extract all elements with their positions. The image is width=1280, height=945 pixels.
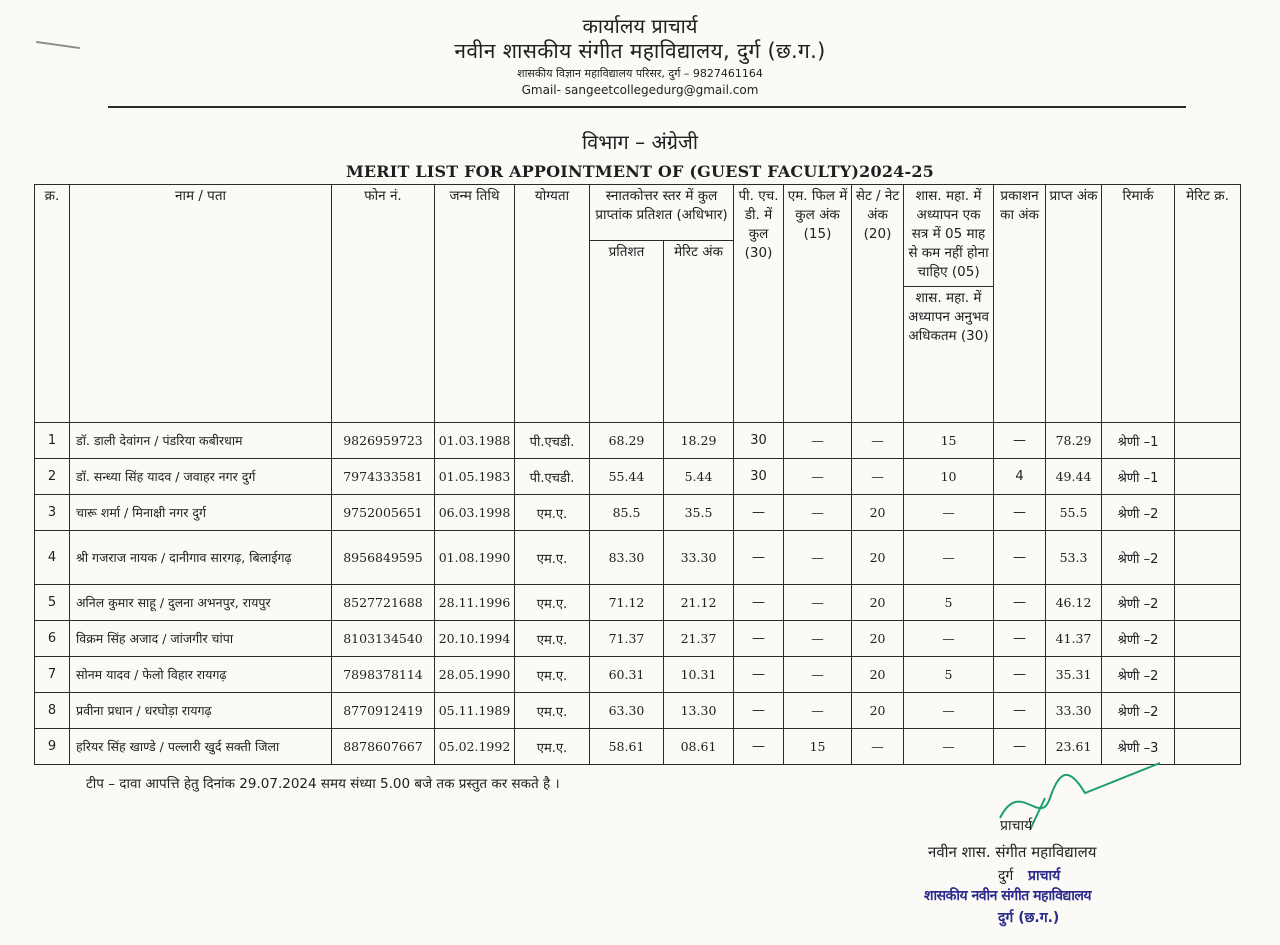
total-marks: 33.30 bbox=[1046, 693, 1102, 729]
col-publication: प्रकाशन का अंक bbox=[994, 185, 1046, 423]
date-of-birth: 20.10.1994 bbox=[435, 621, 515, 657]
serial-no: 7 bbox=[35, 657, 70, 693]
qualification: एम.ए. bbox=[515, 585, 590, 621]
pg-merit-marks: 10.31 bbox=[664, 657, 734, 693]
publication-marks: — bbox=[994, 657, 1046, 693]
date-of-birth: 28.05.1990 bbox=[435, 657, 515, 693]
remark: श्रेणी –3 bbox=[1102, 729, 1175, 765]
pg-merit-marks: 13.30 bbox=[664, 693, 734, 729]
candidate-name: अनिल कुमार साहू / दुलना अभनपुर, रायपुर bbox=[70, 585, 332, 621]
col-qualification: योग्यता bbox=[515, 185, 590, 423]
pg-percent: 83.30 bbox=[590, 531, 664, 585]
phone-no: 7898378114 bbox=[332, 657, 435, 693]
mphil-marks: 15 bbox=[784, 729, 852, 765]
candidate-name: सोनम यादव / फेलो विहार रायगढ़ bbox=[70, 657, 332, 693]
merit-no bbox=[1175, 729, 1241, 765]
serial-no: 4 bbox=[35, 531, 70, 585]
col-pg-marks: स्नातकोत्तर स्तर में कुल प्राप्तांक प्रतिशत (अधिभार) bbox=[590, 185, 734, 241]
experience-marks: — bbox=[904, 693, 994, 729]
remark: श्रेणी –2 bbox=[1102, 585, 1175, 621]
merit-no bbox=[1175, 423, 1241, 459]
date-of-birth: 05.02.1992 bbox=[435, 729, 515, 765]
merit-no bbox=[1175, 657, 1241, 693]
set-net-marks: 20 bbox=[852, 585, 904, 621]
college-email: Gmail- sangeetcollegedurg@gmail.com bbox=[521, 83, 759, 97]
candidate-name: विक्रम सिंह अजाद / जांजगीर चांपा bbox=[70, 621, 332, 657]
pg-merit-marks: 33.30 bbox=[664, 531, 734, 585]
qualification: एम.ए. bbox=[515, 495, 590, 531]
qualification: एम.ए. bbox=[515, 693, 590, 729]
mphil-marks: — bbox=[784, 495, 852, 531]
publication-marks: — bbox=[994, 585, 1046, 621]
set-net-marks: 20 bbox=[852, 621, 904, 657]
remark: श्रेणी –2 bbox=[1102, 657, 1175, 693]
total-marks: 78.29 bbox=[1046, 423, 1102, 459]
table-row bbox=[35, 495, 1241, 531]
mphil-marks: — bbox=[784, 423, 852, 459]
pg-percent: 55.44 bbox=[590, 459, 664, 495]
qualification: एम.ए. bbox=[515, 729, 590, 765]
set-net-marks: — bbox=[852, 729, 904, 765]
phd-marks: 30 bbox=[734, 459, 784, 495]
candidate-name: डॉ. सन्ध्या सिंह यादव / जवाहर नगर दुर्ग bbox=[70, 459, 332, 495]
col-percent: प्रतिशत bbox=[590, 241, 664, 423]
experience-marks: — bbox=[904, 531, 994, 585]
pg-percent: 68.29 bbox=[590, 423, 664, 459]
candidate-name: डॉ. डाली देवांगन / पंडरिया कबीरधाम bbox=[70, 423, 332, 459]
phd-marks: — bbox=[734, 531, 784, 585]
col-mphil: एम. फिल में कुल अंक (15) bbox=[784, 185, 852, 423]
department-title: विभाग – अंग्रेजी bbox=[581, 130, 699, 154]
phone-no: 8103134540 bbox=[332, 621, 435, 657]
date-of-birth: 01.05.1983 bbox=[435, 459, 515, 495]
pg-merit-marks: 21.37 bbox=[664, 621, 734, 657]
col-phd: पी. एच. डी. में कुल (30) bbox=[734, 185, 784, 423]
serial-no: 5 bbox=[35, 585, 70, 621]
mphil-marks: — bbox=[784, 621, 852, 657]
experience-marks: — bbox=[904, 621, 994, 657]
table-row bbox=[35, 657, 1241, 693]
remark: श्रेणी –2 bbox=[1102, 495, 1175, 531]
candidate-name: प्रवीना प्रधान / धरघोड़ा रायगढ़ bbox=[70, 693, 332, 729]
total-marks: 23.61 bbox=[1046, 729, 1102, 765]
pg-percent: 58.61 bbox=[590, 729, 664, 765]
experience-marks: 5 bbox=[904, 657, 994, 693]
header-divider bbox=[108, 106, 1186, 108]
table-row bbox=[35, 621, 1241, 657]
remark: श्रेणी –1 bbox=[1102, 459, 1175, 495]
publication-marks: — bbox=[994, 693, 1046, 729]
merit-list-title: MERIT LIST FOR APPOINTMENT OF (GUEST FACULTY)2024-25 bbox=[345, 162, 935, 181]
principal-city: दुर्ग bbox=[998, 868, 1014, 884]
phone-no: 8527721688 bbox=[332, 585, 435, 621]
experience-marks: — bbox=[904, 729, 994, 765]
remark: श्रेणी –2 bbox=[1102, 531, 1175, 585]
phd-marks: — bbox=[734, 657, 784, 693]
remark: श्रेणी –2 bbox=[1102, 621, 1175, 657]
col-merit-no: मेरिट क्र. bbox=[1175, 185, 1241, 423]
candidate-name: श्री गजराज नायक / दानीगाव सारगढ़, बिलाईगढ़ bbox=[70, 531, 332, 585]
mphil-marks: — bbox=[784, 585, 852, 621]
merit-table bbox=[34, 184, 1241, 765]
experience-marks: 15 bbox=[904, 423, 994, 459]
phone-no: 8878607667 bbox=[332, 729, 435, 765]
set-net-marks: 20 bbox=[852, 693, 904, 729]
phone-no: 7974333581 bbox=[332, 459, 435, 495]
set-net-marks: 20 bbox=[852, 531, 904, 585]
note: टीप – दावा आपत्ति हेतु दिनांक 29.07.2024 समय संध्या 5.00 बजे तक प्रस्तुत कर सकते है । bbox=[86, 776, 560, 792]
mphil-marks: — bbox=[784, 657, 852, 693]
publication-marks: — bbox=[994, 621, 1046, 657]
date-of-birth: 28.11.1996 bbox=[435, 585, 515, 621]
merit-no bbox=[1175, 531, 1241, 585]
total-marks: 53.3 bbox=[1046, 531, 1102, 585]
pg-merit-marks: 21.12 bbox=[664, 585, 734, 621]
phone-no: 8956849595 bbox=[332, 531, 435, 585]
col-total: प्राप्त अंक bbox=[1046, 185, 1102, 423]
publication-marks: — bbox=[994, 531, 1046, 585]
total-marks: 55.5 bbox=[1046, 495, 1102, 531]
pg-merit-marks: 35.5 bbox=[664, 495, 734, 531]
set-net-marks: — bbox=[852, 459, 904, 495]
col-name: नाम / पता bbox=[70, 185, 332, 423]
publication-marks: 4 bbox=[994, 459, 1046, 495]
candidate-name: चारू शर्मा / मिनाक्षी नगर दुर्ग bbox=[70, 495, 332, 531]
serial-no: 1 bbox=[35, 423, 70, 459]
table-row bbox=[35, 459, 1241, 495]
publication-marks: — bbox=[994, 495, 1046, 531]
mphil-marks: — bbox=[784, 693, 852, 729]
col-merit-marks: मेरिट अंक bbox=[664, 241, 734, 423]
total-marks: 41.37 bbox=[1046, 621, 1102, 657]
pg-merit-marks: 18.29 bbox=[664, 423, 734, 459]
merit-no bbox=[1175, 621, 1241, 657]
phd-marks: — bbox=[734, 621, 784, 657]
total-marks: 35.31 bbox=[1046, 657, 1102, 693]
publication-marks: — bbox=[994, 729, 1046, 765]
table-row bbox=[35, 531, 1241, 585]
merit-no bbox=[1175, 693, 1241, 729]
merit-no bbox=[1175, 495, 1241, 531]
pg-merit-marks: 08.61 bbox=[664, 729, 734, 765]
stamp-title: प्राचार्य bbox=[1028, 868, 1061, 884]
total-marks: 46.12 bbox=[1046, 585, 1102, 621]
pg-percent: 71.37 bbox=[590, 621, 664, 657]
phd-marks: 30 bbox=[734, 423, 784, 459]
set-net-marks: 20 bbox=[852, 657, 904, 693]
phone-no: 9752005651 bbox=[332, 495, 435, 531]
college-address: शासकीय विज्ञान महाविद्यालय परिसर, दुर्ग – 9827461164 bbox=[517, 67, 763, 80]
serial-no: 3 bbox=[35, 495, 70, 531]
col-remark: रिमार्क bbox=[1102, 185, 1175, 423]
serial-no: 2 bbox=[35, 459, 70, 495]
pg-merit-marks: 5.44 bbox=[664, 459, 734, 495]
phd-marks: — bbox=[734, 495, 784, 531]
col-sno: क्र. bbox=[35, 185, 70, 423]
phone-no: 8770912419 bbox=[332, 693, 435, 729]
qualification: एम.ए. bbox=[515, 531, 590, 585]
principal-college: नवीन शास. संगीत महाविद्यालय bbox=[928, 843, 1097, 861]
date-of-birth: 05.11.1989 bbox=[435, 693, 515, 729]
set-net-marks: 20 bbox=[852, 495, 904, 531]
table-row bbox=[35, 693, 1241, 729]
serial-no: 8 bbox=[35, 693, 70, 729]
date-of-birth: 01.03.1988 bbox=[435, 423, 515, 459]
table-row bbox=[35, 423, 1241, 459]
phd-marks: — bbox=[734, 585, 784, 621]
col-experience-bottom: शास. महा. में अध्यापन अनुभव अधिकतम (30) bbox=[904, 286, 993, 346]
qualification: पी.एचडी. bbox=[515, 459, 590, 495]
total-marks: 49.44 bbox=[1046, 459, 1102, 495]
office-title: कार्यालय प्राचार्य bbox=[582, 14, 698, 38]
experience-marks: 10 bbox=[904, 459, 994, 495]
qualification: एम.ए. bbox=[515, 657, 590, 693]
table-row bbox=[35, 585, 1241, 621]
merit-no bbox=[1175, 585, 1241, 621]
experience-marks: 5 bbox=[904, 585, 994, 621]
col-experience-top: शास. महा. में अध्यापन एक सत्र में 05 माह से कम नहीं होना चाहिए (05) bbox=[908, 188, 989, 280]
qualification: एम.ए. bbox=[515, 621, 590, 657]
letterhead bbox=[0, 14, 1280, 98]
candidate-name: हरियर सिंह खाण्डे / पल्लारी खुर्द सक्ती जिला bbox=[70, 729, 332, 765]
pg-percent: 71.12 bbox=[590, 585, 664, 621]
pg-percent: 60.31 bbox=[590, 657, 664, 693]
phd-marks: — bbox=[734, 693, 784, 729]
date-of-birth: 06.03.1998 bbox=[435, 495, 515, 531]
phd-marks: — bbox=[734, 729, 784, 765]
experience-marks: — bbox=[904, 495, 994, 531]
date-of-birth: 01.08.1990 bbox=[435, 531, 515, 585]
principal-title: प्राचार्य bbox=[1000, 818, 1033, 834]
publication-marks: — bbox=[994, 423, 1046, 459]
serial-no: 9 bbox=[35, 729, 70, 765]
remark: श्रेणी –1 bbox=[1102, 423, 1175, 459]
col-experience bbox=[904, 185, 994, 423]
stamp-city: दुर्ग (छ.ग.) bbox=[998, 910, 1060, 926]
mphil-marks: — bbox=[784, 531, 852, 585]
col-set-net: सेट / नेट अंक (20) bbox=[852, 185, 904, 423]
pg-percent: 85.5 bbox=[590, 495, 664, 531]
college-name: नवीन शासकीय संगीत महाविद्यालय, दुर्ग (छ.ग.) bbox=[454, 39, 826, 63]
serial-no: 6 bbox=[35, 621, 70, 657]
merit-no bbox=[1175, 459, 1241, 495]
qualification: पी.एचडी. bbox=[515, 423, 590, 459]
stamp-college: शासकीय नवीन संगीत महाविद्यालय bbox=[924, 888, 1092, 904]
pg-percent: 63.30 bbox=[590, 693, 664, 729]
phone-no: 9826959723 bbox=[332, 423, 435, 459]
set-net-marks: — bbox=[852, 423, 904, 459]
col-phone: फोन नं. bbox=[332, 185, 435, 423]
col-dob: जन्म तिथि bbox=[435, 185, 515, 423]
remark: श्रेणी –2 bbox=[1102, 693, 1175, 729]
mphil-marks: — bbox=[784, 459, 852, 495]
